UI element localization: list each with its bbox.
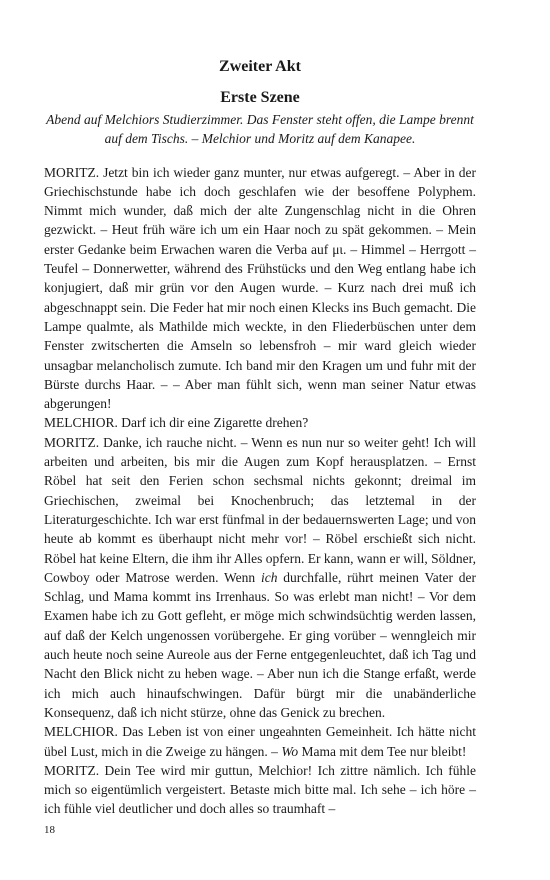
stage-direction: Abend auf Melchiors Studierzimmer. Das Fenster steht offen, die Lampe brennt auf dem Tischs. – Melchior und Moritz auf dem Kanapee.: [46, 112, 474, 147]
speech-text: MORITZ. Danke, ich rauche nicht. – Wenn es nun nur so weiter geht! Ich will arbeiten und arbeiten, bis mir die Augen zum Kopf herausplatzen. – Ernst Röbel hat seit den Ferien schon sechsmal nichts gekonnt; dreimal im Griechischen, zweimal bei Knochenbruch; das letztemal in der Literaturgeschichte. Ich war erst fünfmal in der bedauernswerten Lage; und von heute ab kommt es überhaupt nicht mehr vor! – Röbel erschießt sich nicht. Röbel hat keine Eltern, die ihm ihr Alles opfern. Er kann, wann er will, Söldner, Cowboy oder Matrose werden. Wenn: [44, 434, 476, 585]
act-title: Zweiter Akt: [219, 58, 301, 75]
speech-melchior-2: [44, 722, 476, 761]
page-body: [44, 56, 476, 819]
speech-melchior-1: MELCHIOR. Darf ich dir eine Zigarette drehen?: [44, 415, 309, 431]
speech-text: MELCHIOR. Das Leben ist von einer ungeahnten Gemeinheit. Ich hätte nicht übel Lust, mich in die Zweige zu hängen. –: [44, 724, 476, 759]
emphasis: Wo: [281, 743, 299, 759]
speech-text: durchfalle, rührt meinen Vater der Schlag, und Mama kommt ins Irrenhaus. So was erlebt man nicht! – Vor dem Examen habe ich zu Gott gefleht, er möge mich schwindsüchtig werden lassen, auf daß der Kelch ungenossen vorübergehe. Er ging vorüber – wenngleich mir auch heute noch seine Aureole aus der Ferne entgegenleuchtet, daß ich Tag und Nacht den Blick nicht zu heben wage. – Aber nun ich die Stange erfaßt, werde ich mich auch hinaufschwingen. Dafür bürgt mir die unabänderliche Konsequenz, daß ich nicht stürze, ohne das Genick zu brechen.: [44, 569, 476, 720]
emphasis: ich: [260, 569, 278, 585]
speech-moritz-2: [44, 433, 476, 722]
speech-moritz-1: MORITZ. Jetzt bin ich wieder ganz munter, nur etwas aufgeregt. – Aber in der Griechischstunde habe ich doch geschlafen wie der besoffene Polyphem. Nimmt mich wunder, daß mich der alte Zungenschlag nicht in die Ohren gezwickt. – Heut früh wäre ich um ein Haar noch zu spät gekommen. – Mein erster Gedanke beim Erwachen waren die Verba auf μι. – Himmel – Herrgott – Teufel – Donnerwetter, während des Frühstücks und den Weg entlang habe ich konjugiert, daß mir grün vor den Augen wurde. – Kurz nach drei muß ich abgeschnappt sein. Die Feder hat mir noch einen Klecks ins Buch gemacht. Die Lampe qualmte, als Mathilde mich weckte, in den Fliederbüschen unter dem Fenster zwitscherten die Amseln so lebensfroh – mir ward gleich wieder unsagbar melancholisch zumute. Ich band mir den Kragen um und fuhr mit der Bürste durchs Haar. – – Aber man fühlt sich, wenn man seiner Natur etwas abgerungen!: [44, 164, 476, 412]
speech-text: Mama mit dem Tee nur bleibt!: [298, 743, 467, 759]
speech-moritz-3: MORITZ. Dein Tee wird mir guttun, Melchior! Ich zittre nämlich. Ich fühle mich so eigentümlich vergeistert. Betaste mich bitte mal. Ich sehe – ich höre – ich fühle viel deutlicher und doch alles so traumhaft –: [44, 762, 476, 817]
scene-title: Erste Szene: [220, 89, 300, 106]
page-number: 18: [44, 824, 55, 836]
